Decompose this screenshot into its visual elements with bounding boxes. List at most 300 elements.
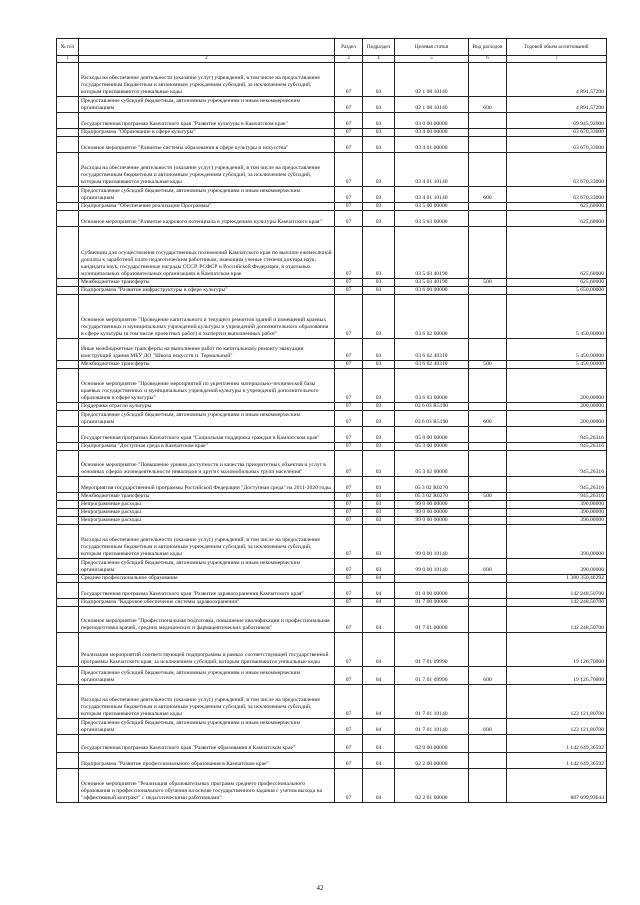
row-number [57,227,79,279]
row-expense-type [469,443,507,451]
table-row [57,575,607,583]
row-target-article: 99 0 00 10140 [395,525,469,559]
row-target-article: 03 4 00 00000 [395,129,469,137]
row-amount: 200,00000 [507,411,607,427]
row-name: Предоставление субсидий бюджетным, автономным учреждениям и иным некоммерческим организациям [79,97,335,113]
row-razdel: 07 [335,607,363,633]
row-razdel: 07 [335,361,363,369]
row-expense-type [469,113,507,129]
row-razdel: 07 [335,97,363,113]
row-amount: 625,60000 [507,203,607,211]
row-podrazdel: 03 [363,187,395,203]
row-number [57,369,79,403]
row-podrazdel: 03 [363,287,395,295]
table-row [57,287,607,295]
row-podrazdel: 04 [363,667,395,685]
row-expense-type [469,575,507,583]
table-header-row [57,39,607,56]
row-razdel: 07 [335,137,363,153]
row-amount: 625,60000 [507,279,607,287]
row-amount: 5 450,00000 [507,361,607,369]
row-podrazdel: 03 [363,559,395,575]
header-annual-amount: Годовой объем ассигнований [507,39,607,56]
row-razdel: 07 [335,633,363,667]
row-name: Подпрограмма "Развитие инфраструктуры в сфере культуры" [79,287,335,295]
row-expense-type [469,509,507,517]
row-name: Основное мероприятие "Проведение капитального и текущего ремонтов зданий и помещений краевых государственных и муниципальных учреждений культуры и учреждений дополнительного образования в сфере культуры (в том числе проектных работ) и экспертиз выполненных работ" [79,295,335,339]
row-name: Подпрограмма "Кадровое обеспечение системы здравоохранения" [79,599,335,607]
row-name: Государственная программа Камчатского края "Социальная поддержка граждан в Камчатском крае" [79,427,335,443]
row-amount: 945,26316 [507,443,607,451]
row-podrazdel: 03 [363,517,395,525]
row-target-article: 03 5 03 40190 [395,227,469,279]
row-number [57,501,79,509]
row-name: Государственная программа Камчатского края "Развитие культуры в Камчатском крае" [79,113,335,129]
row-razdel: 07 [335,411,363,427]
row-target-article [395,575,469,583]
row-razdel: 07 [335,403,363,411]
row-name: Иные межбюджетные трансферты на выполнение работ по капитальному ремонту эвакуации конструкций здания МБУ ДО "Школа искусств п. Термальный" [79,339,335,361]
row-number [57,203,79,211]
table-row [57,279,607,287]
table-row [57,211,607,227]
row-amount: 945,26316 [507,477,607,493]
row-expense-type [469,753,507,769]
row-podrazdel: 03 [363,493,395,501]
table-row [57,493,607,501]
row-expense-type [469,685,507,719]
row-razdel: 07 [335,667,363,685]
row-target-article: 05 3 00 00000 [395,443,469,451]
row-amount: 1 142 649,36592 [507,735,607,753]
row-amount: 625,60000 [507,211,607,227]
column-numbers-row [57,56,607,63]
page-number: 42 [316,884,324,892]
row-podrazdel: 03 [363,203,395,211]
table-row [57,667,607,685]
row-target-article: 03 5 03 00000 [395,211,469,227]
row-expense-type: 500 [469,279,507,287]
row-razdel: 07 [335,719,363,735]
table-row [57,607,607,633]
table-row [57,735,607,753]
row-podrazdel: 04 [363,599,395,607]
row-number [57,211,79,227]
table-row [57,633,607,667]
row-number [57,753,79,769]
row-number [57,685,79,719]
row-number [57,97,79,113]
table-row [57,753,607,769]
row-expense-type [469,427,507,443]
row-number [57,667,79,685]
row-podrazdel: 03 [363,339,395,361]
row-expense-type [469,633,507,667]
row-expense-type [469,369,507,403]
row-amount: 63 670,33000 [507,187,607,203]
row-name: Непрограммные расходы [79,509,335,517]
row-number [57,153,79,187]
row-razdel: 07 [335,451,363,477]
column-number: 4 [363,56,395,63]
table-row [57,153,607,187]
row-razdel: 07 [335,517,363,525]
row-expense-type [469,451,507,477]
row-podrazdel: 03 [363,403,395,411]
row-name: Подпрограмма "Развитие профессионального образования в Камчатском крае" [79,753,335,769]
row-expense-type [469,287,507,295]
row-expense-type [469,403,507,411]
table-row [57,477,607,493]
row-target-article: 03 5 00 00000 [395,203,469,211]
row-podrazdel: 04 [363,753,395,769]
row-amount: 19 126,70000 [507,667,607,685]
row-expense-type [469,517,507,525]
row-number [57,443,79,451]
row-target-article: 02 1 08 10140 [395,63,469,97]
row-amount: 142 248,50700 [507,583,607,599]
row-name: Межбюджетные трансферты [79,493,335,501]
row-number [57,477,79,493]
row-number [57,361,79,369]
column-number: 2 [79,56,335,63]
row-amount: 63 670,33000 [507,129,607,137]
row-amount: 142 248,50700 [507,599,607,607]
row-name: Основное мероприятие "Реализация образовательных программ среднего профессионального образования и профессионального обучения на основе государственного задания с учетом выхода на "эффективный контракт" с педагогическими работниками" [79,769,335,803]
table-row [57,63,607,97]
row-target-article: 03 4 01 10140 [395,187,469,203]
column-number: 3 [335,56,363,63]
row-name: Основное мероприятие "Развитие кадрового потенциала в учреждениях культуры Камчатского края" [79,211,335,227]
row-podrazdel: 03 [363,525,395,559]
row-target-article: 01 7 00 00000 [395,599,469,607]
row-podrazdel: 04 [363,769,395,803]
row-amount: 63 670,33000 [507,153,607,187]
row-razdel: 07 [335,769,363,803]
row-target-article: 01 7 01 10140 [395,685,469,719]
row-razdel: 07 [335,287,363,295]
row-name: Основное мероприятие "Профессиональная подготовка, повышение квалификации и профессиональная переподготовка врачей, средних медицинских и фармацевтических работников" [79,607,335,633]
row-target-article: 03 6 03 R5190 [395,411,469,427]
row-target-article: 03 6 02 00000 [395,295,469,339]
header-podrazdel: Подраздел [363,39,395,56]
row-expense-type: 600 [469,719,507,735]
row-razdel: 07 [335,685,363,719]
row-expense-type: 600 [469,411,507,427]
row-expense-type [469,339,507,361]
row-expense-type [469,63,507,97]
row-target-article: 03 6 02 40310 [395,339,469,361]
row-podrazdel: 03 [363,129,395,137]
row-target-article: 02 0 00 00000 [395,735,469,753]
row-name: Межбюджетные трансферты [79,361,335,369]
row-target-article: 03 0 00 00000 [395,113,469,129]
row-name: Непрограммные расходы [79,501,335,509]
row-number [57,719,79,735]
row-name: Предоставление субсидий бюджетным, автономным учреждениям и иным некоммерческим организациям [79,719,335,735]
row-name: Подпрограмма "Доступная среда в Камчатском крае" [79,443,335,451]
row-number [57,575,79,583]
row-target-article: 05 3 02 R0270 [395,477,469,493]
row-target-article: 05 3 02 00000 [395,451,469,477]
row-number [57,509,79,517]
row-amount: 5 650,00000 [507,287,607,295]
row-razdel: 07 [335,575,363,583]
row-expense-type [469,137,507,153]
column-number: 1 [57,56,79,63]
row-name: Реализация мероприятий соответствующей подпрограммы в рамках соответствующей государственной программы Камчатского края, за исключением субсидий, которым присваиваются уникальные коды [79,633,335,667]
row-razdel: 07 [335,427,363,443]
row-number [57,607,79,633]
row-expense-type [469,203,507,211]
row-amount: 390,00000 [507,501,607,509]
row-podrazdel: 03 [363,279,395,287]
row-expense-type: 600 [469,667,507,685]
row-amount: 390,00000 [507,509,607,517]
row-number [57,735,79,753]
row-expense-type [469,477,507,493]
row-target-article: 01 7 01 09990 [395,667,469,685]
table-row [57,599,607,607]
table-row [57,403,607,411]
row-name: Расходы на обеспечение деятельности (оказание услуг) учреждений, в том числе на предоставление государственным бюджетным и автономным учреждениям субсидий, за исключением субсидий, которым присваиваются уникальные коды [79,525,335,559]
row-podrazdel: 04 [363,575,395,583]
row-target-article: 03 5 03 40190 [395,279,469,287]
row-name: Подпрограмма "Образование в сфере культуры" [79,129,335,137]
row-razdel: 07 [335,501,363,509]
row-number [57,427,79,443]
table-row [57,411,607,427]
row-razdel: 07 [335,369,363,403]
row-name: Подпрограмма "Обеспечение реализации Программы" [79,203,335,211]
row-podrazdel: 04 [363,719,395,735]
row-podrazdel: 03 [363,369,395,403]
row-razdel: 07 [335,493,363,501]
row-number [57,599,79,607]
row-podrazdel: 03 [363,97,395,113]
row-expense-type [469,525,507,559]
budget-table [56,38,607,803]
row-podrazdel: 03 [363,451,395,477]
row-razdel: 07 [335,187,363,203]
row-podrazdel: 04 [363,633,395,667]
row-razdel: 07 [335,279,363,287]
row-number [57,295,79,339]
row-expense-type [469,227,507,279]
row-number [57,493,79,501]
row-razdel: 07 [335,583,363,599]
row-podrazdel: 03 [363,427,395,443]
row-amount: 123 121,80700 [507,685,607,719]
table-row [57,369,607,403]
row-razdel: 07 [335,211,363,227]
row-target-article: 03 6 02 40310 [395,361,469,369]
row-podrazdel: 04 [363,607,395,633]
column-number: 5 [395,56,469,63]
row-podrazdel: 04 [363,735,395,753]
table-row [57,559,607,575]
row-podrazdel: 03 [363,509,395,517]
row-expense-type [469,129,507,137]
row-podrazdel: 03 [363,295,395,339]
table-row [57,525,607,559]
row-name: Государственная программа Камчатского края "Развитие образования в Камчатском крае" [79,735,335,753]
row-razdel: 07 [335,735,363,753]
header-name [79,39,335,56]
row-target-article: 99 0 00 00000 [395,509,469,517]
table-row [57,339,607,361]
row-razdel: 07 [335,129,363,137]
row-expense-type [469,607,507,633]
row-name: Межбюджетные трансферты [79,279,335,287]
row-name: Расходы на обеспечение деятельности (оказание услуг) учреждений, в том числе на предоставление государственным бюджетным и автономным учреждениям субсидий, за исключением субсидий, которым присваиваются уникальные коды [79,63,335,97]
row-podrazdel: 03 [363,361,395,369]
header-target-article: Целевая статья [395,39,469,56]
row-razdel: 07 [335,559,363,575]
row-target-article: 05 3 02 R0270 [395,493,469,501]
row-name: Мероприятия государственной программы Российской Федерации "Доступная среда" на 2011-2020 годы [79,477,335,493]
row-name: Основное мероприятие "Проведение мероприятий по укреплению материально-технической базы краевых государственных и муниципальных учреждений культуры и учреждений дополнительного образования в сфере культуры" [79,369,335,403]
row-expense-type: 600 [469,187,507,203]
column-number: 6 [469,56,507,63]
row-number [57,339,79,361]
row-expense-type [469,295,507,339]
row-expense-type: 600 [469,559,507,575]
row-target-article: 99 0 00 00000 [395,517,469,525]
row-name: Предоставление субсидий бюджетным, автономным учреждениям и иным некоммерческим организациям [79,187,335,203]
row-target-article: 02 2 00 00000 [395,753,469,769]
row-razdel: 07 [335,599,363,607]
row-number [57,279,79,287]
row-razdel: 07 [335,227,363,279]
row-target-article: 05 0 00 00000 [395,427,469,443]
row-podrazdel: 03 [363,501,395,509]
row-number [57,633,79,667]
table-row [57,227,607,279]
row-amount: 4 891,57200 [507,63,607,97]
row-amount: 887 699,93644 [507,769,607,803]
row-podrazdel: 03 [363,137,395,153]
table-row [57,129,607,137]
row-expense-type [469,769,507,803]
row-amount: 142 248,50700 [507,607,607,633]
table-row [57,517,607,525]
row-name: Основное мероприятие "Развитие системы образования в сфере культуры и искусства" [79,137,335,153]
row-amount: 1 142 649,36592 [507,753,607,769]
row-expense-type: 500 [469,361,507,369]
row-expense-type [469,583,507,599]
row-razdel: 07 [335,525,363,559]
row-podrazdel: 03 [363,411,395,427]
row-razdel: 07 [335,753,363,769]
row-target-article: 03 6 03 00000 [395,369,469,403]
row-number [57,63,79,97]
table-row [57,97,607,113]
table-row [57,501,607,509]
row-number [57,769,79,803]
row-amount: 945,26316 [507,427,607,443]
row-number [57,187,79,203]
row-expense-type: 600 [469,97,507,113]
row-name: Субвенции для осуществления государственных полномочий Камчатского края по выплате ежемесячной доплаты к заработной плате педагогическим работникам, имеющим ученые степени доктора наук, кандидата наук, государственные награды СССР, РСФСР и Российской Федерации, в отдельных муниципальных образовательных организациях в Камчатском крае [79,227,335,279]
row-number [57,137,79,153]
row-target-article: 03 6 00 00000 [395,287,469,295]
row-name: Предоставление субсидий бюджетным, автономным учреждениям и иным некоммерческим организациям [79,411,335,427]
row-number [57,411,79,427]
row-name: Расходы на обеспечение деятельности (оказание услуг) учреждений, в том числе на предоставление государственным бюджетным и автономным учреждениям субсидий, за исключением субсидий, которым присваиваются уникальные коды [79,685,335,719]
table-row [57,509,607,517]
row-number [57,559,79,575]
row-amount: 945,26316 [507,451,607,477]
row-target-article: 01 7 01 00000 [395,607,469,633]
header-razdel: Раздел [335,39,363,56]
row-podrazdel: 03 [363,113,395,129]
table-row [57,451,607,477]
table-row [57,361,607,369]
row-podrazdel: 03 [363,211,395,227]
row-number [57,583,79,599]
row-amount: 945,26316 [507,493,607,501]
row-podrazdel: 04 [363,685,395,719]
row-podrazdel: 03 [363,477,395,493]
row-amount: 123 121,80700 [507,719,607,735]
row-amount: 625,60000 [507,227,607,279]
header-number: № п/п [57,39,79,56]
row-number [57,517,79,525]
row-podrazdel: 03 [363,153,395,187]
row-number [57,113,79,129]
row-razdel: 07 [335,295,363,339]
row-amount: 390,00000 [507,525,607,559]
row-target-article: 99 0 00 10140 [395,559,469,575]
row-razdel: 07 [335,203,363,211]
row-number [57,129,79,137]
table-row [57,719,607,735]
row-podrazdel: 03 [363,443,395,451]
table-row [57,113,607,129]
row-razdel: 07 [335,339,363,361]
table-row [57,137,607,153]
row-expense-type [469,501,507,509]
row-name: Непрограммные расходы [79,517,335,525]
table-row [57,187,607,203]
row-target-article: 02 1 08 10140 [395,97,469,113]
row-amount: 19 126,70000 [507,633,607,667]
header-expense-type: Вид расходов [469,39,507,56]
row-amount: 63 670,33000 [507,137,607,153]
row-razdel: 07 [335,509,363,517]
row-amount: 69 945,92000 [507,113,607,129]
row-razdel: 07 [335,477,363,493]
row-amount: 390,00000 [507,517,607,525]
row-podrazdel: 03 [363,63,395,97]
row-target-article: 99 0 00 00000 [395,501,469,509]
row-target-article: 03 6 03 R5190 [395,403,469,411]
row-razdel: 07 [335,443,363,451]
row-podrazdel: 03 [363,227,395,279]
row-number [57,403,79,411]
row-target-article: 01 0 00 00000 [395,583,469,599]
row-razdel: 07 [335,153,363,187]
row-expense-type [469,735,507,753]
row-amount: 1 380 350,46292 [507,575,607,583]
row-name: Основное мероприятие "Повышение уровня доступности и качества приоритетных объектов и услуг в основных сферах жизнедеятельности инвалидов и других маломобильных групп населения" [79,451,335,477]
row-razdel: 07 [335,63,363,97]
row-amount: 5 450,00000 [507,339,607,361]
table-row [57,769,607,803]
row-name: Государственная программа Камчатского края "Развитие здравоохранения Камчатского края" [79,583,335,599]
table-row [57,295,607,339]
